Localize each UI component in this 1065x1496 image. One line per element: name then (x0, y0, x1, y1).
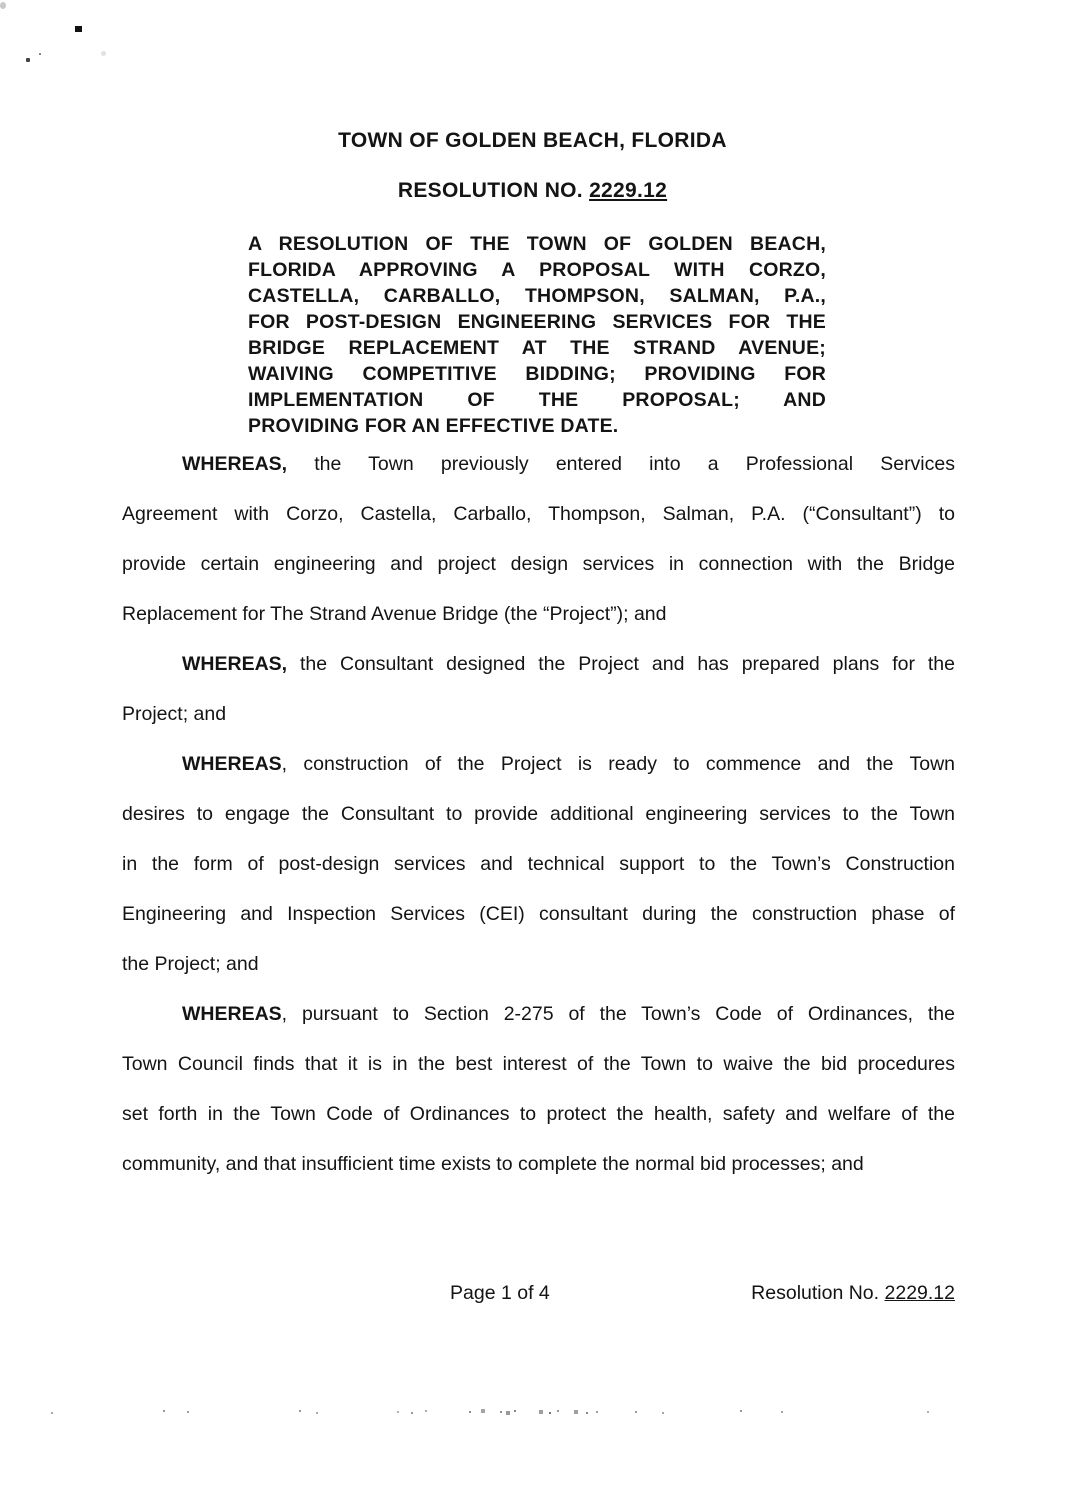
paragraph-line: provide certain engineering and project design services in connection with the Bridge (122, 553, 955, 575)
paragraph-line: in the form of post-design services and technical support to the Town’s Construction (122, 853, 955, 875)
paragraph-line (122, 739, 955, 789)
whereas-paragraph (122, 439, 955, 639)
summary-line: BRIDGE REPLACEMENT AT THE STRAND AVENUE; (248, 337, 826, 359)
summary-line: FLORIDA APPROVING A PROPOSAL WITH CORZO, (248, 259, 826, 281)
paragraph-line (122, 989, 955, 1039)
resolution-body (122, 439, 955, 1189)
paragraph-line: desires to engage the Consultant to provide additional engineering services to the Town (122, 803, 955, 825)
paragraph-line (122, 439, 955, 489)
summary-line: PROVIDING FOR AN EFFECTIVE DATE. (248, 415, 619, 437)
paragraph-line: the Project; and (122, 953, 259, 975)
footer-resolution (751, 1280, 955, 1306)
resolution-heading-number: 2229.12 (589, 179, 668, 202)
resolution-heading-label: RESOLUTION NO. (397, 179, 590, 202)
paragraph-text: the Town previously entered into a Professional Services (287, 453, 955, 475)
document-title: TOWN OF GOLDEN BEACH, FLORIDA (338, 129, 727, 152)
paragraph-line: Town Council finds that it is in the best interest of the Town to waive the bid procedures (122, 1053, 955, 1075)
paragraph-line: Engineering and Inspection Services (CEI) consultant during the construction phase of (122, 903, 955, 925)
whereas-paragraph (122, 639, 955, 739)
paragraph-text: , construction of the Project is ready to commence and the Town (281, 753, 955, 775)
summary-line: WAIVING COMPETITIVE BIDDING; PROVIDING FOR (248, 363, 826, 385)
paragraph-text: , pursuant to Section 2-275 of the Town’s Code of Ordinances, the (281, 1003, 955, 1025)
footer-resolution-number: 2229.12 (884, 1282, 955, 1304)
whereas-lead: WHEREAS (182, 1003, 282, 1025)
whereas-lead: WHEREAS (182, 753, 282, 775)
paragraph-text: the Consultant designed the Project and has prepared plans for the (287, 653, 955, 675)
page-footer (0, 1280, 1065, 1310)
paragraph-line: Replacement for The Strand Avenue Bridge (the “Project”); and (122, 603, 667, 625)
scan-artifact (0, 2, 6, 9)
whereas-paragraph (122, 739, 955, 989)
scan-artifact (75, 26, 82, 32)
whereas-lead: WHEREAS, (182, 653, 288, 675)
scan-artifact (39, 53, 41, 55)
whereas-paragraph (122, 989, 955, 1189)
scan-noise-row (0, 1410, 2, 1412)
page-number: Page 1 of 4 (450, 1282, 550, 1304)
summary-line: CASTELLA, CARBALLO, THOMPSON, SALMAN, P.A., (248, 285, 826, 307)
summary-line: A RESOLUTION OF THE TOWN OF GOLDEN BEACH, (248, 233, 826, 255)
scan-artifact (26, 58, 30, 62)
paragraph-line: community, and that insufficient time exists to complete the normal bid processes; and (122, 1153, 864, 1175)
paragraph-line (122, 639, 955, 689)
resolution-summary (248, 231, 826, 439)
paragraph-line: set forth in the Town Code of Ordinances to protect the health, safety and welfare of the (122, 1103, 955, 1125)
scan-artifact (101, 51, 106, 56)
paragraph-line: Project; and (122, 703, 227, 725)
paragraph-line: Agreement with Corzo, Castella, Carballo, Thompson, Salman, P.A. (“Consultant”) to (122, 503, 955, 525)
whereas-lead: WHEREAS, (182, 453, 288, 475)
summary-line: IMPLEMENTATION OF THE PROPOSAL; AND (248, 389, 826, 411)
summary-line: FOR POST-DESIGN ENGINEERING SERVICES FOR THE (248, 311, 826, 333)
footer-resolution-label: Resolution No. (751, 1282, 885, 1304)
resolution-heading (0, 178, 1065, 204)
